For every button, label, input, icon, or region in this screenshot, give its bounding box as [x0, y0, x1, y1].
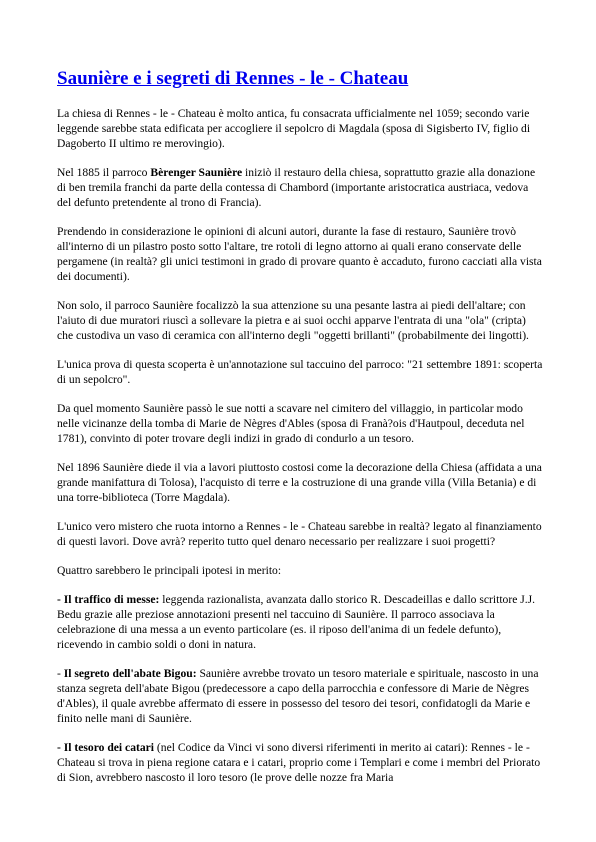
- paragraph-pergamene: Prendendo in considerazione le opinioni di alcuni autori, durante la fase di restauro, Saunière trovò all'interno di un pilastro posto sotto l'altare, tre rotoli di legno attorno ai quali erano conservate delle pergamene (in realtà? gli unici testimoni in grado di provare quanto è accaduto, furono cacciati alla vista dei documenti).: [57, 225, 542, 283]
- paragraph-lastra: Non solo, il parroco Saunière focalizzò la sua attenzione su una pesante lastra ai piedi dell'altare; con l'aiuto di due muratori riuscì a sollevare la pietra e ai suoi occhi apparve l'entrata di una "ola" (cripta) che custodiva un vaso di ceramica con all'interno degli "oggetti brillanti" (probabilmente dei lingotti).: [57, 299, 529, 342]
- paragraph-annotazione: L'unica prova di questa scoperta è un'annotazione sul taccuino del parroco: "21 settembre 1891: scoperta di un sepolcro".: [57, 358, 543, 386]
- bold-heading-catari: - Il tesoro dei catari: [57, 741, 155, 754]
- document-page: [57, 68, 543, 799]
- paragraph-traffico-messe: [57, 592, 543, 652]
- paragraph-tesoro-catari: [57, 740, 543, 785]
- paragraph-text: -: [57, 667, 64, 680]
- paragraph-cimitero: Da quel momento Saunière passò le sue notti a scavare nel cimitero del villaggio, in particolar modo nelle vicinanze della tomba di Marie de Nègres d'Ables (sposa di Franà?ois d'Hautpoul, deceduta nel 1781), convinto di poter trovare degli indizi in grado di condurlo a un tesoro.: [57, 402, 525, 445]
- paragraph-lavori: Nel 1896 Saunière diede il via a lavori piuttosto costosi come la decorazione della Chiesa (affidata a una grande manifattura di Tolosa), l'acquisto di terre e la costruzione di una grande villa (Villa Betania) e di una torre-biblioteca (Torre Magdala).: [57, 461, 542, 504]
- paragraph-text: iniziò il restauro della chiesa, soprattutto grazie alla donazione di ben tremila franchi da parte della contessa di Chambord (importante aristocratica austriaca, vedova del defunto pretendente al trono di Francia).: [57, 166, 536, 209]
- paragraph-text: leggenda razionalista, avanzata dallo storico R. Descadeillas e dallo scrittore J.J. Bedu grazie alle preziose annotazioni presenti nel taccuino di Saunière. Il parroco associava la celebrazione di una messa a un evento particolare (es. il riposo dell'anima di un fedele defunto), ricevendo in cambio soldi o doni in natura.: [57, 593, 536, 651]
- paragraph-mistero: L'unico vero mistero che ruota intorno a Rennes - le - Chateau sarebbe in realtà? legato al finanziamento di questi lavori. Dove avrà? reperito tutto quel denaro necessario per realizzare i suoi progetti?: [57, 520, 542, 548]
- page-title[interactable]: Saunière e i segreti di Rennes - le - Chateau: [57, 68, 409, 89]
- bold-name-sauniere: Bèrenger Saunière: [150, 166, 243, 179]
- paragraph-intro: La chiesa di Rennes - le - Chateau è molto antica, fu consacrata ufficialmente nel 1059; secondo varie leggende sarebbe stata edificata per accogliere il sepolcro di Magdala (sposa di Sigisberto IV, figlio di Dagoberto II ultimo re merovingio).: [57, 107, 531, 150]
- paragraph-ipotesi-intro: Quattro sarebbero le principali ipotesi in merito:: [57, 564, 282, 577]
- paragraph-text: (nel Codice da Vinci vi sono diversi riferimenti in merito ai catari): Rennes - le - Chateau si trova in piena regione catara e i catari, proprio come i Templari e come i membri del Priorato di Sion, avrebbero nascosto il loro tesoro (le prove delle nozze fra Maria: [57, 741, 541, 784]
- paragraph-text: Nel 1885 il parroco: [57, 166, 151, 179]
- paragraph-abate-bigou: [57, 666, 543, 726]
- bold-heading-traffico: - Il traffico di messe:: [57, 593, 160, 606]
- bold-heading-bigou: Il segreto dell'abate Bigou:: [63, 667, 197, 680]
- paragraph-restauro: [57, 165, 543, 210]
- paragraph-text: Saunière avrebbe trovato un tesoro materiale e spirituale, nascosto in una stanza segreta dell'abate Bigou (predecessore a capo della parrocchia e confessore di Marie de Nègres d'Ables), il quale avrebbe affermato di essere in possesso del tesoro dei tesori, confidatogli da Marie e finito nelle mani di Saunière.: [57, 667, 539, 725]
